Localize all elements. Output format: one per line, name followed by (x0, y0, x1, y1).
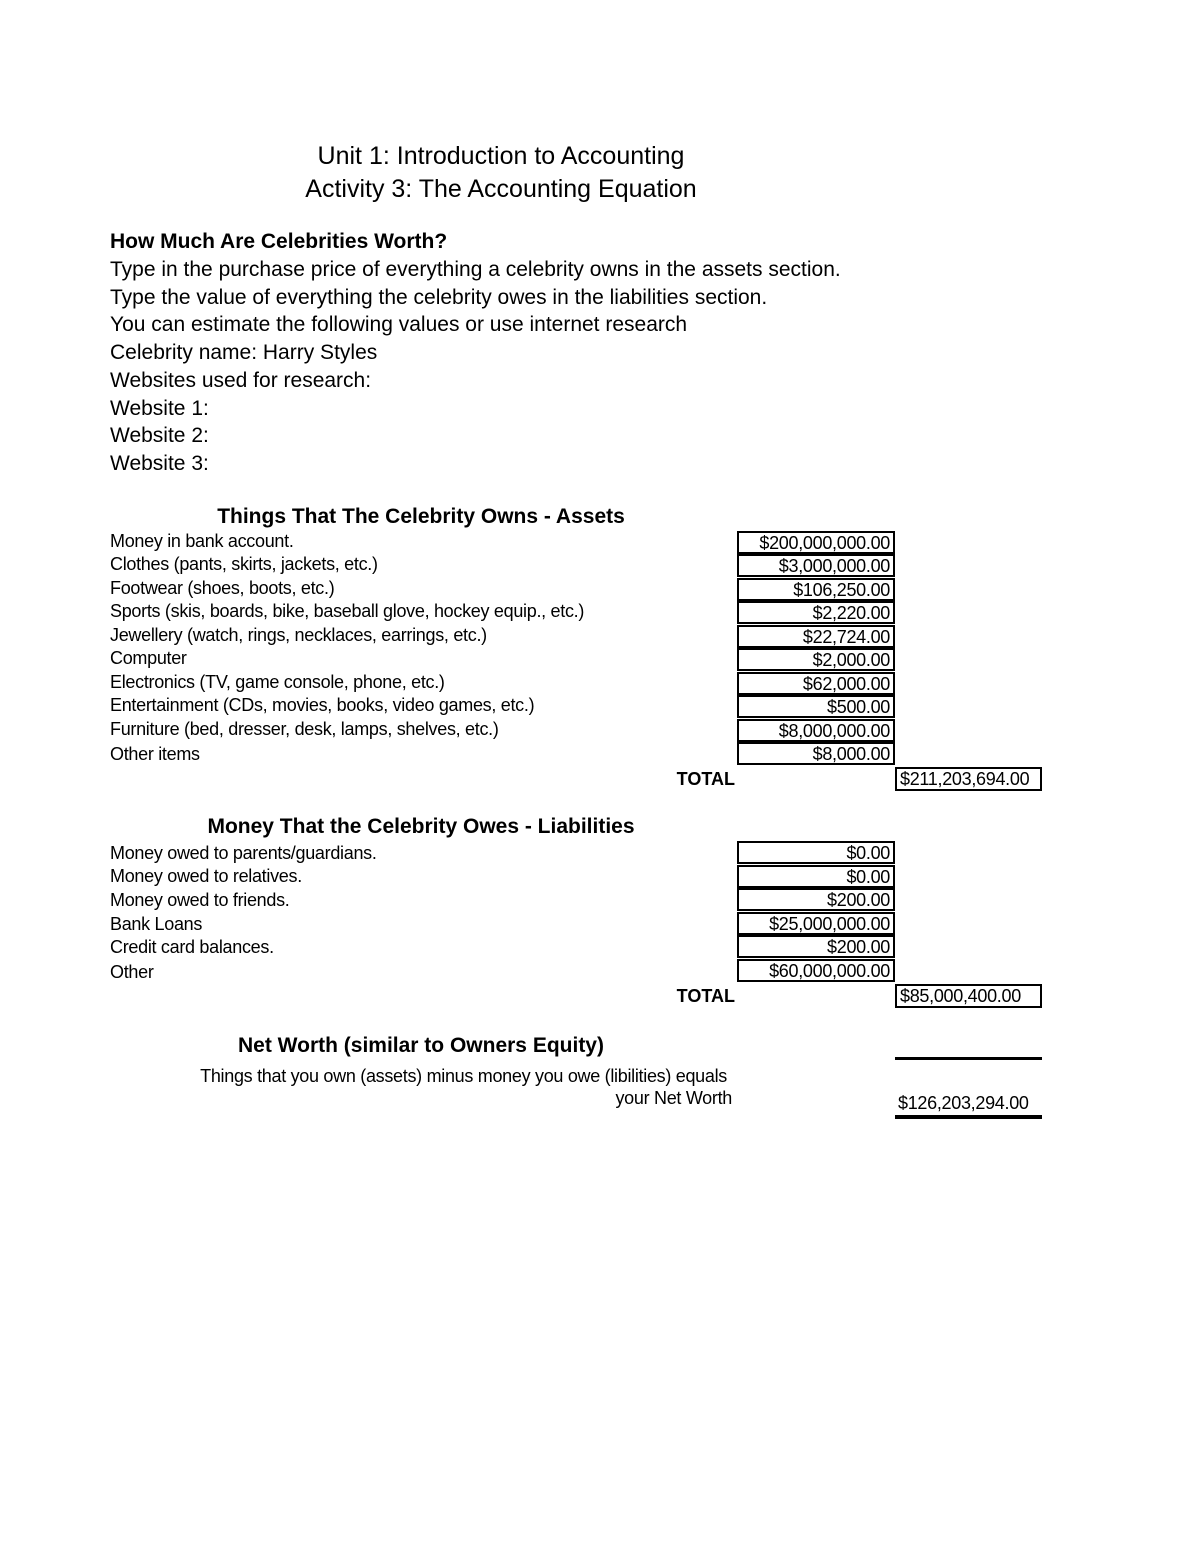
asset-label: Other items (110, 744, 200, 764)
asset-value-cell[interactable]: $3,000,000.00 (737, 554, 895, 577)
asset-label: Computer (110, 648, 187, 668)
asset-value-cell[interactable]: $2,220.00 (737, 601, 895, 624)
asset-value-cell[interactable]: $106,250.00 (737, 578, 895, 601)
intro-heading: How Much Are Celebrities Worth? (110, 230, 448, 253)
asset-label: Sports (skis, boards, bike, baseball glove, hockey equip., etc.) (110, 601, 585, 621)
assets-total-label: TOTAL (676, 769, 735, 789)
net-worth-description: Things that you own (assets) minus money you owe (libilities) equals (200, 1066, 727, 1086)
asset-value-cell[interactable]: $8,000,000.00 (737, 719, 895, 742)
liability-value-cell[interactable]: $0.00 (737, 841, 895, 864)
website-3: Website 3: (110, 452, 209, 475)
asset-value-cell[interactable]: $8,000.00 (737, 742, 895, 765)
asset-value-cell[interactable]: $22,724.00 (737, 625, 895, 648)
intro-line: Type in the purchase price of everything a celebrity owns in the assets section. (110, 258, 841, 281)
liability-value-cell[interactable]: $200.00 (737, 935, 895, 958)
liability-label: Money owed to parents/guardians. (110, 843, 377, 863)
intro-line: Type the value of everything the celebrity owes in the liabilities section. (110, 286, 768, 309)
page-subtitle: Activity 3: The Accounting Equation (305, 175, 697, 203)
net-worth-top-rule (895, 1057, 1042, 1060)
net-worth-double-underline (895, 1115, 1042, 1119)
intro-line: Websites used for research: (110, 369, 372, 392)
asset-label: Footwear (shoes, boots, etc.) (110, 578, 335, 598)
website-2: Website 2: (110, 424, 209, 447)
asset-label: Entertainment (CDs, movies, books, video games, etc.) (110, 695, 535, 715)
asset-value-cell[interactable]: $500.00 (737, 695, 895, 718)
liability-value-cell[interactable]: $25,000,000.00 (737, 912, 895, 935)
celebrity-name: Celebrity name: Harry Styles (110, 341, 378, 364)
liability-label: Money owed to relatives. (110, 866, 302, 886)
website-1: Website 1: (110, 397, 209, 420)
asset-label: Money in bank account. (110, 531, 294, 551)
liabilities-heading: Money That the Celebrity Owes - Liabilities (207, 815, 635, 838)
liability-label: Money owed to friends. (110, 890, 290, 910)
liability-label: Credit card balances. (110, 937, 274, 957)
assets-heading: Things That The Celebrity Owns - Assets (217, 505, 625, 528)
asset-value-cell[interactable]: $62,000.00 (737, 672, 895, 695)
asset-value-cell[interactable]: $200,000,000.00 (737, 531, 895, 554)
liability-value-cell[interactable]: $0.00 (737, 865, 895, 888)
asset-label: Electronics (TV, game console, phone, etc.) (110, 672, 445, 692)
asset-label: Clothes (pants, skirts, jackets, etc.) (110, 554, 378, 574)
asset-label: Furniture (bed, dresser, desk, lamps, shelves, etc.) (110, 719, 499, 739)
liabilities-total-label: TOTAL (676, 986, 735, 1006)
page-title: Unit 1: Introduction to Accounting (317, 142, 685, 170)
liability-label: Bank Loans (110, 914, 203, 934)
liability-value-cell[interactable]: $60,000,000.00 (737, 959, 895, 982)
asset-value-cell[interactable]: $2,000.00 (737, 648, 895, 671)
net-worth-heading: Net Worth (similar to Owners Equity) (238, 1034, 604, 1057)
liability-label: Other (110, 962, 154, 982)
asset-label: Jewellery (watch, rings, necklaces, earrings, etc.) (110, 625, 487, 645)
assets-total-value[interactable]: $211,203,694.00 (895, 767, 1042, 791)
liability-value-cell[interactable]: $200.00 (737, 888, 895, 911)
net-worth-description-end: your Net Worth (615, 1088, 732, 1108)
intro-line: You can estimate the following values or use internet research (110, 313, 688, 336)
net-worth-value[interactable]: $126,203,294.00 (898, 1093, 1029, 1113)
liabilities-total-value[interactable]: $85,000,400.00 (895, 984, 1042, 1008)
